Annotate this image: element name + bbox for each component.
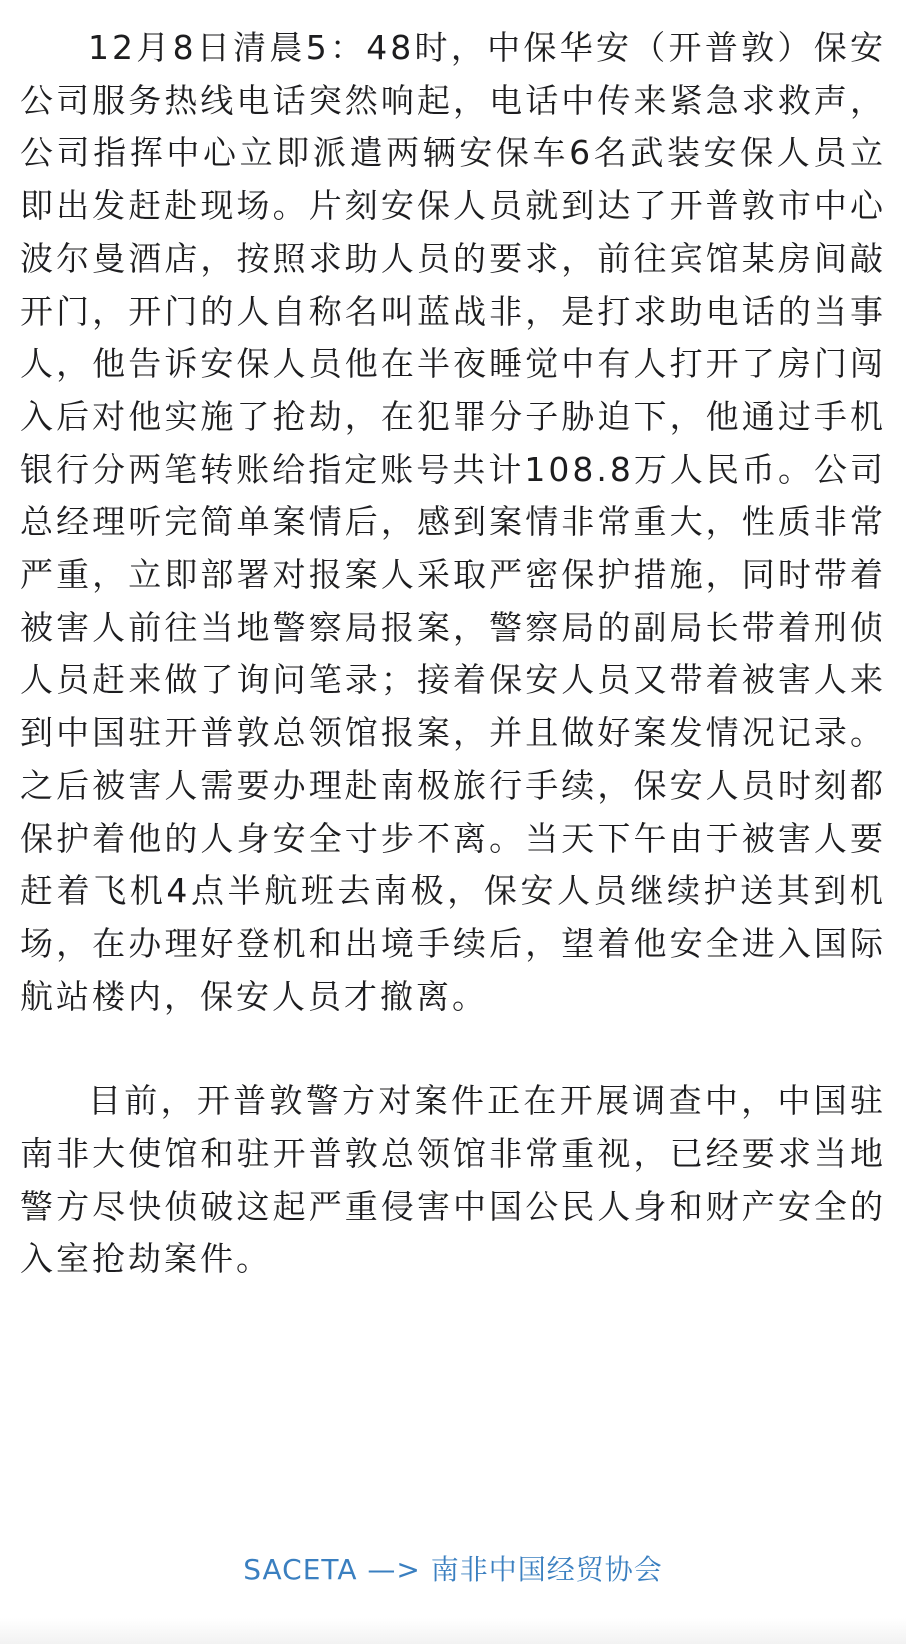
article-paragraph-2: 目前，开普敦警方对案件正在开展调查中，中国驻南非大使馆和驻开普敦总领馆非常重视，已经要求当地警方尽快侦破这起严重侵害中国公民人身和财产安全的入室抢劫案件。 xyxy=(20,1081,886,1279)
bottom-fade xyxy=(0,1618,906,1644)
article-body xyxy=(20,22,886,1286)
source-link[interactable]: SACETA —> 南非中国经贸协会 xyxy=(243,1553,663,1586)
article-paragraph-1: 12月8日清晨5：48时，中保华安（开普敦）保安公司服务热线电话突然响起，电话中传来紧急求救声，公司指挥中心立即派遣两辆安保车6名武装安保人员立即出发赶赴现场。片刻安保人员就到达了开普敦市中心波尔曼酒店，按照求助人员的要求，前往宾馆某房间敲开门，开门的人自称名叫蓝战非，是打求助电话的当事人，他告诉安保人员他在半夜睡觉中有人打开了房门闯入后对他实施了抢劫，在犯罪分子胁迫下，他通过手机银行分两笔转账给指定账号共计108.8万人民币。公司总经理听完简单案情后，感到案情非常重大，性质非常严重，立即部署对报案人采取严密保护措施，同时带着被害人前往当地警察局报案，警察局的副局长带着刑侦人员赶来做了询问笔录；接着保安人员又带着被害人来到中国驻开普敦总领馆报案，并且做好案发情况记录。之后被害人需要办理赴南极旅行手续，保安人员时刻都保护着他的人身安全寸步不离。当天下午由于被害人要赶着飞机4点半航班去南极，保安人员继续护送其到机场，在办理好登机和出境手续后，望着他安全进入国际航站楼内，保安人员才撤离。 xyxy=(20,28,886,1016)
